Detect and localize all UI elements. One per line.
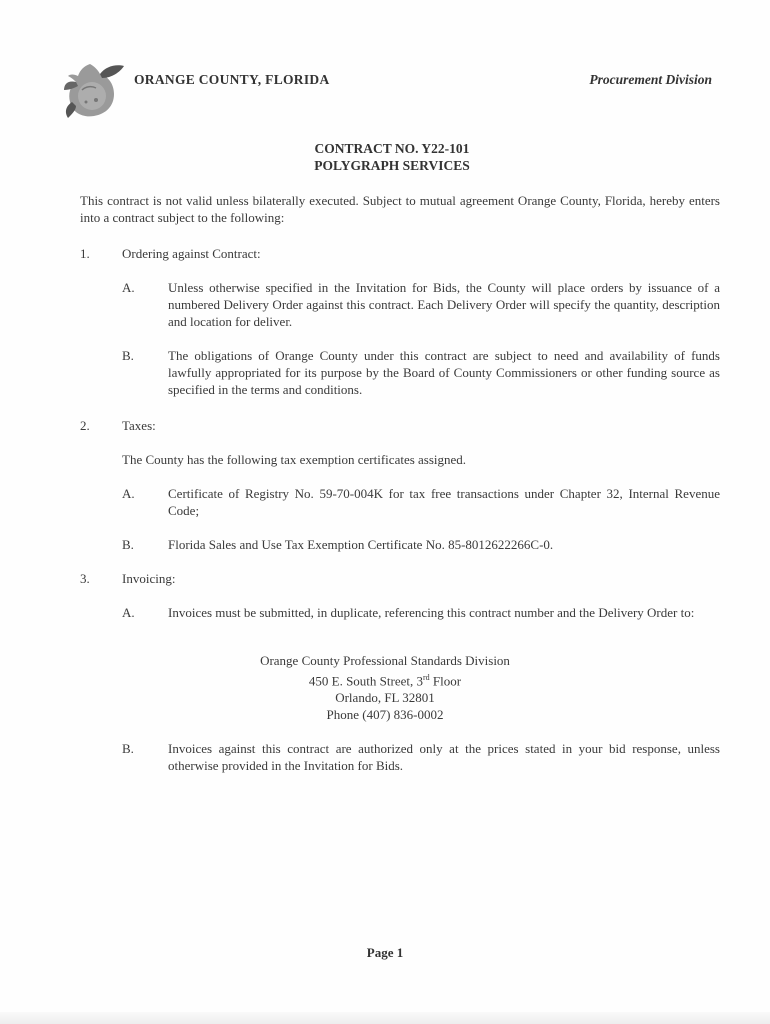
division-name: Procurement Division (589, 72, 712, 87)
intro-paragraph: This contract is not valid unless bilaterally executed. Subject to mutual agreement Orange County, Florida, hereby enters into a contract subject to the following: (80, 193, 720, 225)
section-title: Taxes: (122, 418, 156, 433)
section-number: 1. (80, 246, 90, 261)
section-title: Invoicing: (122, 571, 176, 586)
orange-county-seal-icon (62, 60, 126, 120)
address-line-division: Orange County Professional Standards Division (260, 653, 510, 668)
item-letter: B. (122, 537, 134, 552)
contract-title (0, 140, 770, 174)
item-letter: A. (122, 486, 135, 501)
item-text: The obligations of Orange County under this contract are subject to need and availability of funds lawfully appropriated for its purpose by the Board of County Commissioners or other funding source as specified in the terms and conditions. (168, 348, 720, 397)
street-prefix: 450 E. South Street, 3 (308, 673, 423, 689)
invoice-address (0, 652, 770, 723)
item-letter: A. (122, 605, 135, 620)
contract-number: CONTRACT NO. Y22-101 (314, 141, 470, 156)
section-number: 2. (80, 418, 90, 433)
address-line-phone: Phone (407) 836-0002 (326, 707, 444, 723)
section-number: 3. (80, 571, 90, 586)
item-text: Florida Sales and Use Tax Exemption Certificate No. 85-8012622266C-0. (168, 537, 554, 552)
item-letter: A. (122, 280, 135, 295)
item-letter: B. (122, 348, 134, 363)
section-title: Ordering against Contract: (122, 246, 261, 261)
floor-ordinal: rd (423, 673, 430, 682)
letterhead (62, 60, 712, 120)
item-text: Certificate of Registry No. 59-70-004K for tax free transactions under Chapter 32, Internal Revenue Code; (168, 486, 720, 518)
section-paragraph: The County has the following tax exemption certificates assigned. (122, 452, 467, 467)
item-text: Unless otherwise specified in the Invitation for Bids, the County will place orders by issuance of a numbered Delivery Order against this contract. Each Delivery Order will specify the quantity, description and location for deliver. (168, 280, 720, 329)
item-letter: B. (122, 741, 134, 756)
address-line-city: Orlando, FL 32801 (335, 690, 435, 706)
item-text: Invoices against this contract are authorized only at the prices stated in your bid response, unless otherwise provided in the Invitation for Bids. (168, 741, 720, 773)
scan-edge (0, 1012, 770, 1024)
street-suffix: Floor (429, 673, 462, 689)
page-number: Page 1 (366, 945, 404, 960)
county-name: ORANGE COUNTY, FLORIDA (134, 72, 330, 87)
contract-subject: POLYGRAPH SERVICES (314, 158, 470, 173)
item-text: Invoices must be submitted, in duplicate, referencing this contract number and the Delivery Order to: (168, 605, 695, 620)
address-line-street (0, 669, 770, 689)
